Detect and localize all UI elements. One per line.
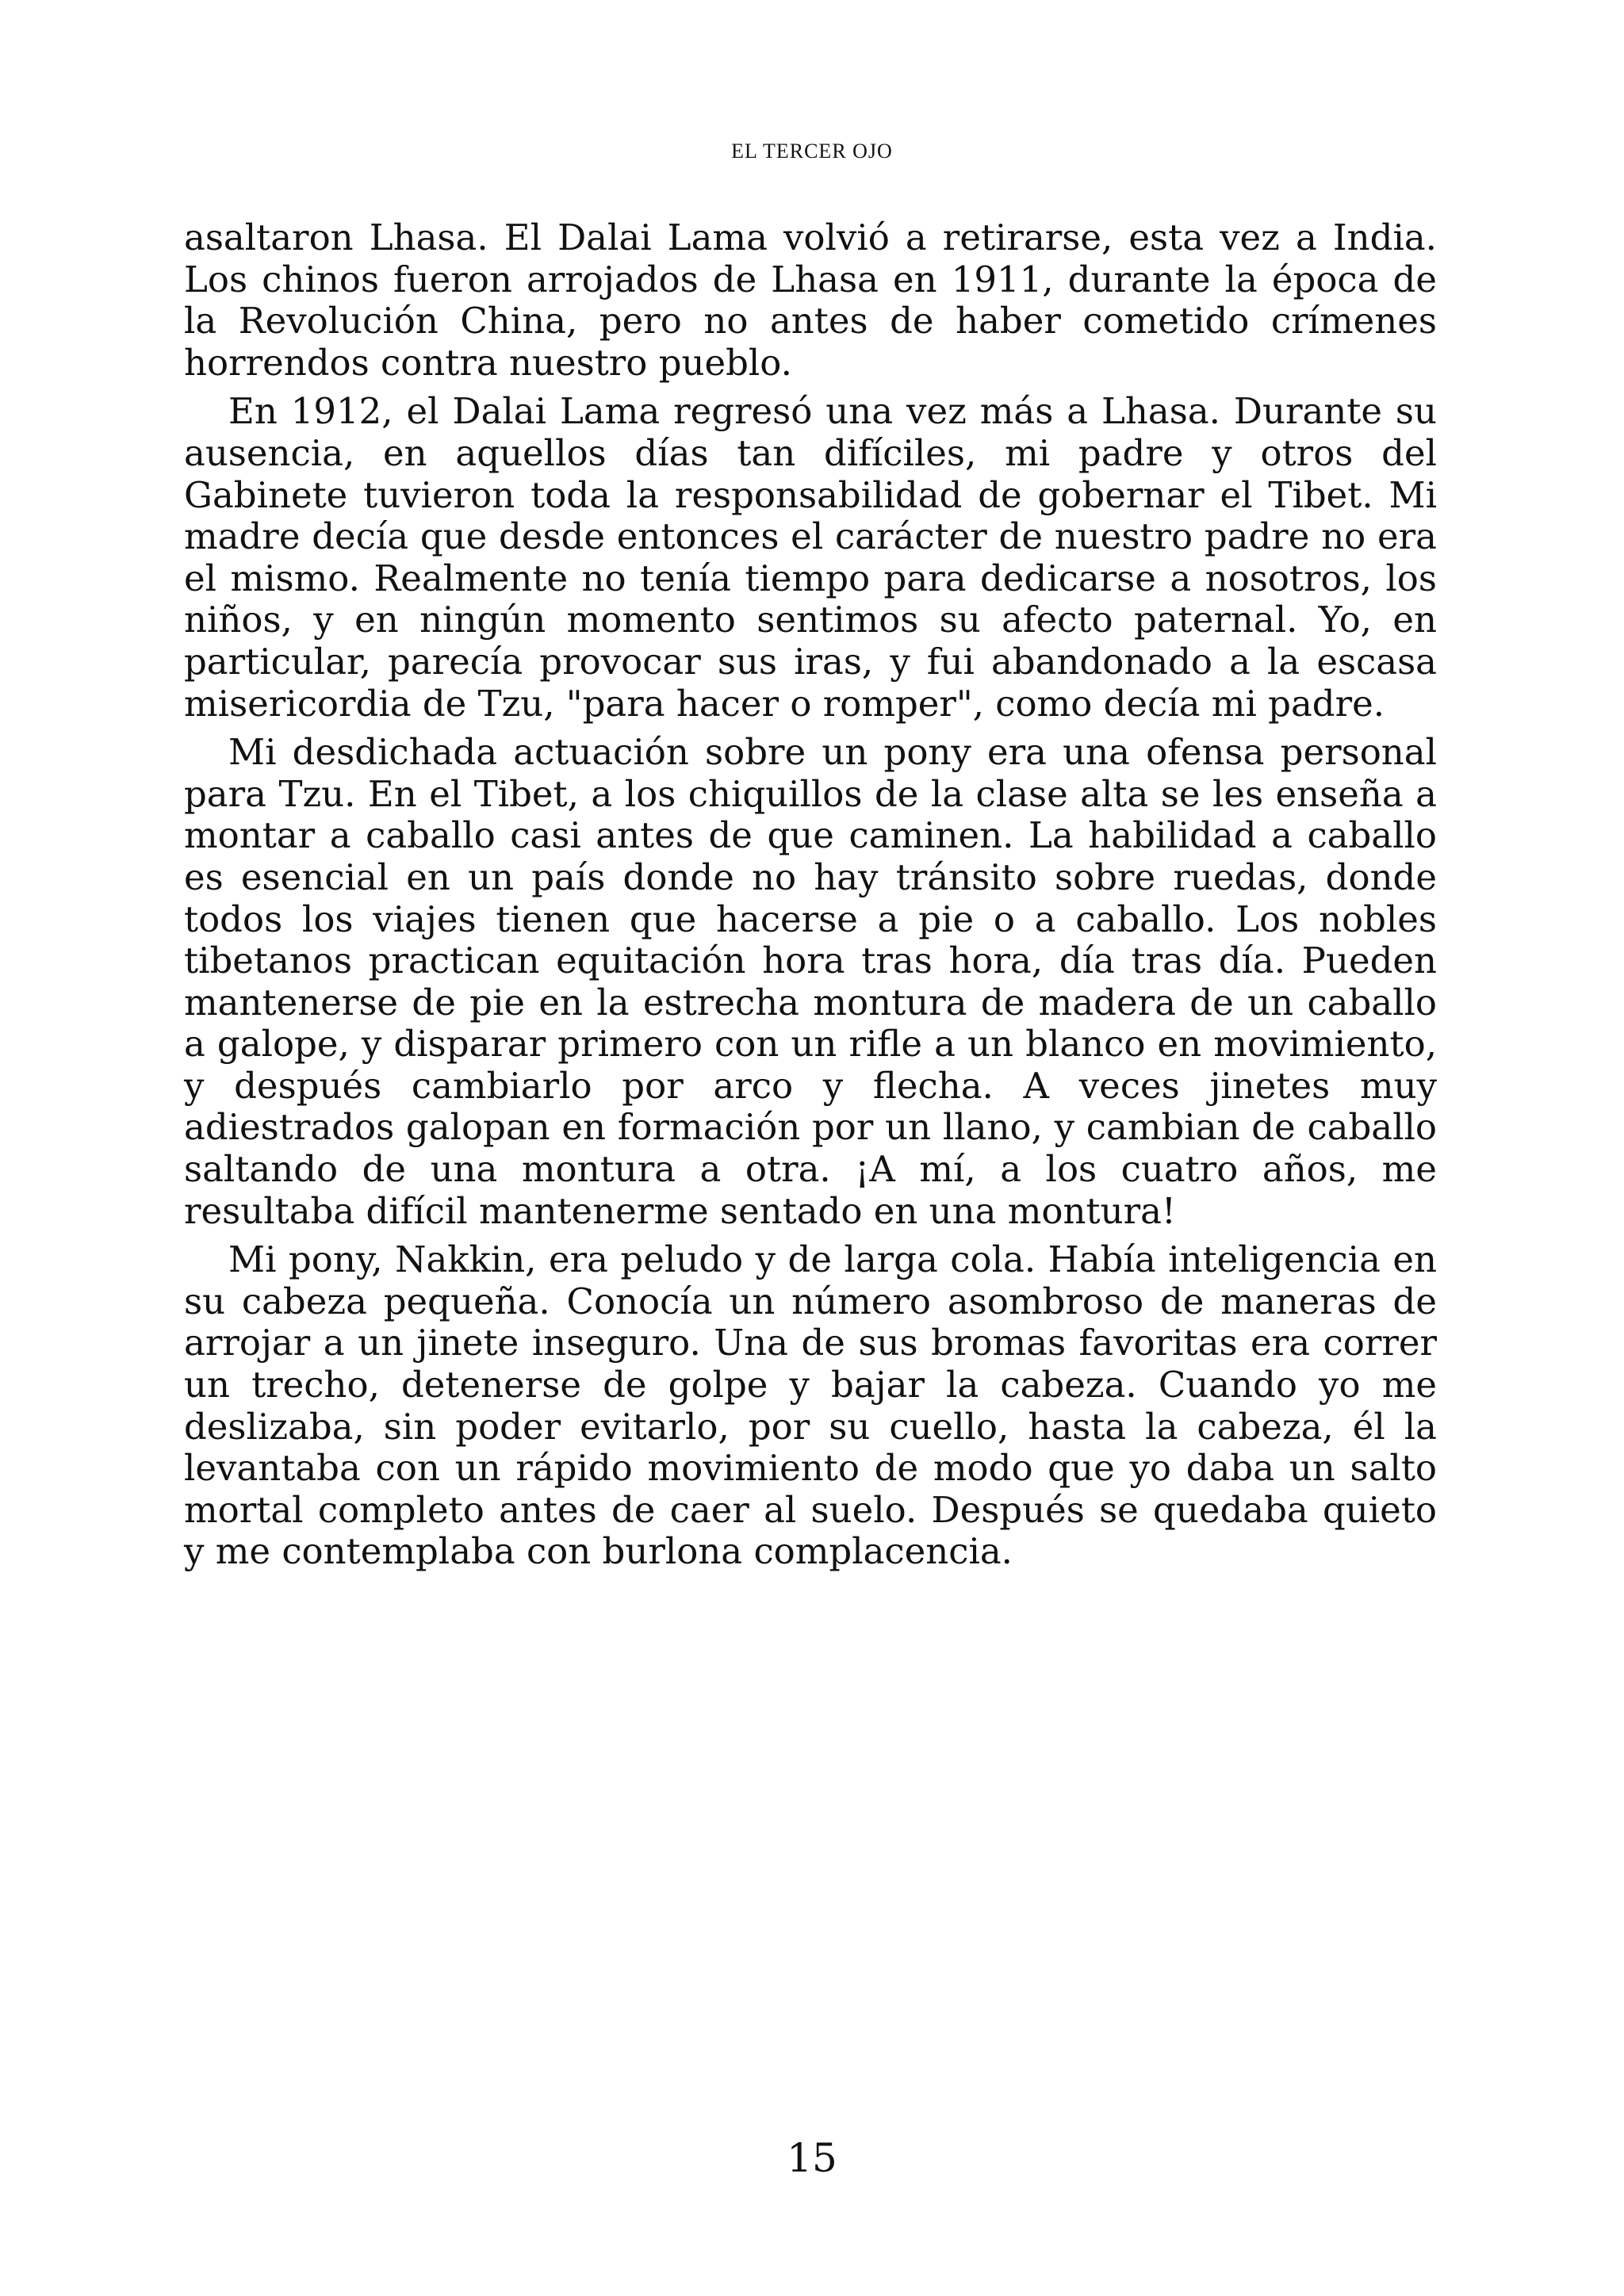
paragraph: Mi pony, Nakkin, era peludo y de larga cola. Había inteligencia en su cabeza pequeña. Conocía un número asombroso de maneras de arrojar a un jinete inseguro. Una de sus bromas favoritas era correr un trecho, detenerse de golpe y bajar la cabeza. Cuando yo me deslizaba, sin poder evitarlo, por su cuello, hasta la cabeza, él la levantaba con un rápido movimiento de modo que yo daba un salto mortal completo antes de caer al suelo. Después se quedaba quieto y me contemplaba con burlona complacencia. [184, 1238, 1437, 1573]
paragraph: En 1912, el Dalai Lama regresó una vez más a Lhasa. Durante su ausencia, en aquellos días tan difíciles, mi padre y otros del Gabinete tuvieron toda la responsabilidad de gobernar el Tibet. Mi madre decía que desde entonces el carácter de nuestro padre no era el mismo. Realmente no tenía tiempo para dedicarse a nosotros, los niños, y en ningún momento sentimos su afecto paternal. Yo, en particular, parecía provocar sus iras, y fui abandonado a la escasa misericordia de Tzu, "para hacer o romper", como decía mi padre. [184, 390, 1437, 725]
paragraph: asaltaron Lhasa. El Dalai Lama volvió a retirarse, esta vez a India. Los chinos fueron arrojados de Lhasa en 1911, durante la época de la Revolución China, pero no antes de haber cometido crímenes horrendos contra nuestro pueblo. [184, 216, 1437, 384]
page-number: 15 [787, 2135, 837, 2181]
running-header: EL TERCER OJO [731, 140, 893, 163]
body-text [184, 217, 1437, 1573]
paragraph: Mi desdichada actuación sobre un pony era una ofensa personal para Tzu. En el Tibet, a los chiquillos de la clase alta se les enseña a montar a caballo casi antes de que caminen. La habilidad a caballo es esencial en un país donde no hay tránsito sobre ruedas, donde todos los viajes tienen que hacerse a pie o a caballo. Los nobles tibetanos practican equitación hora tras hora, día tras día. Pueden mantenerse de pie en la estrecha montura de madera de un caballo a galope, y disparar primero con un rifle a un blanco en movimiento, y después cambiarlo por arco y flecha. A veces jinetes muy adiestrados galopan en formación por un llano, y cambian de caballo saltando de una montura a otra. ¡A mí, a los cuatro años, me resultaba difícil mantenerme sentado en una montura! [184, 731, 1437, 1232]
